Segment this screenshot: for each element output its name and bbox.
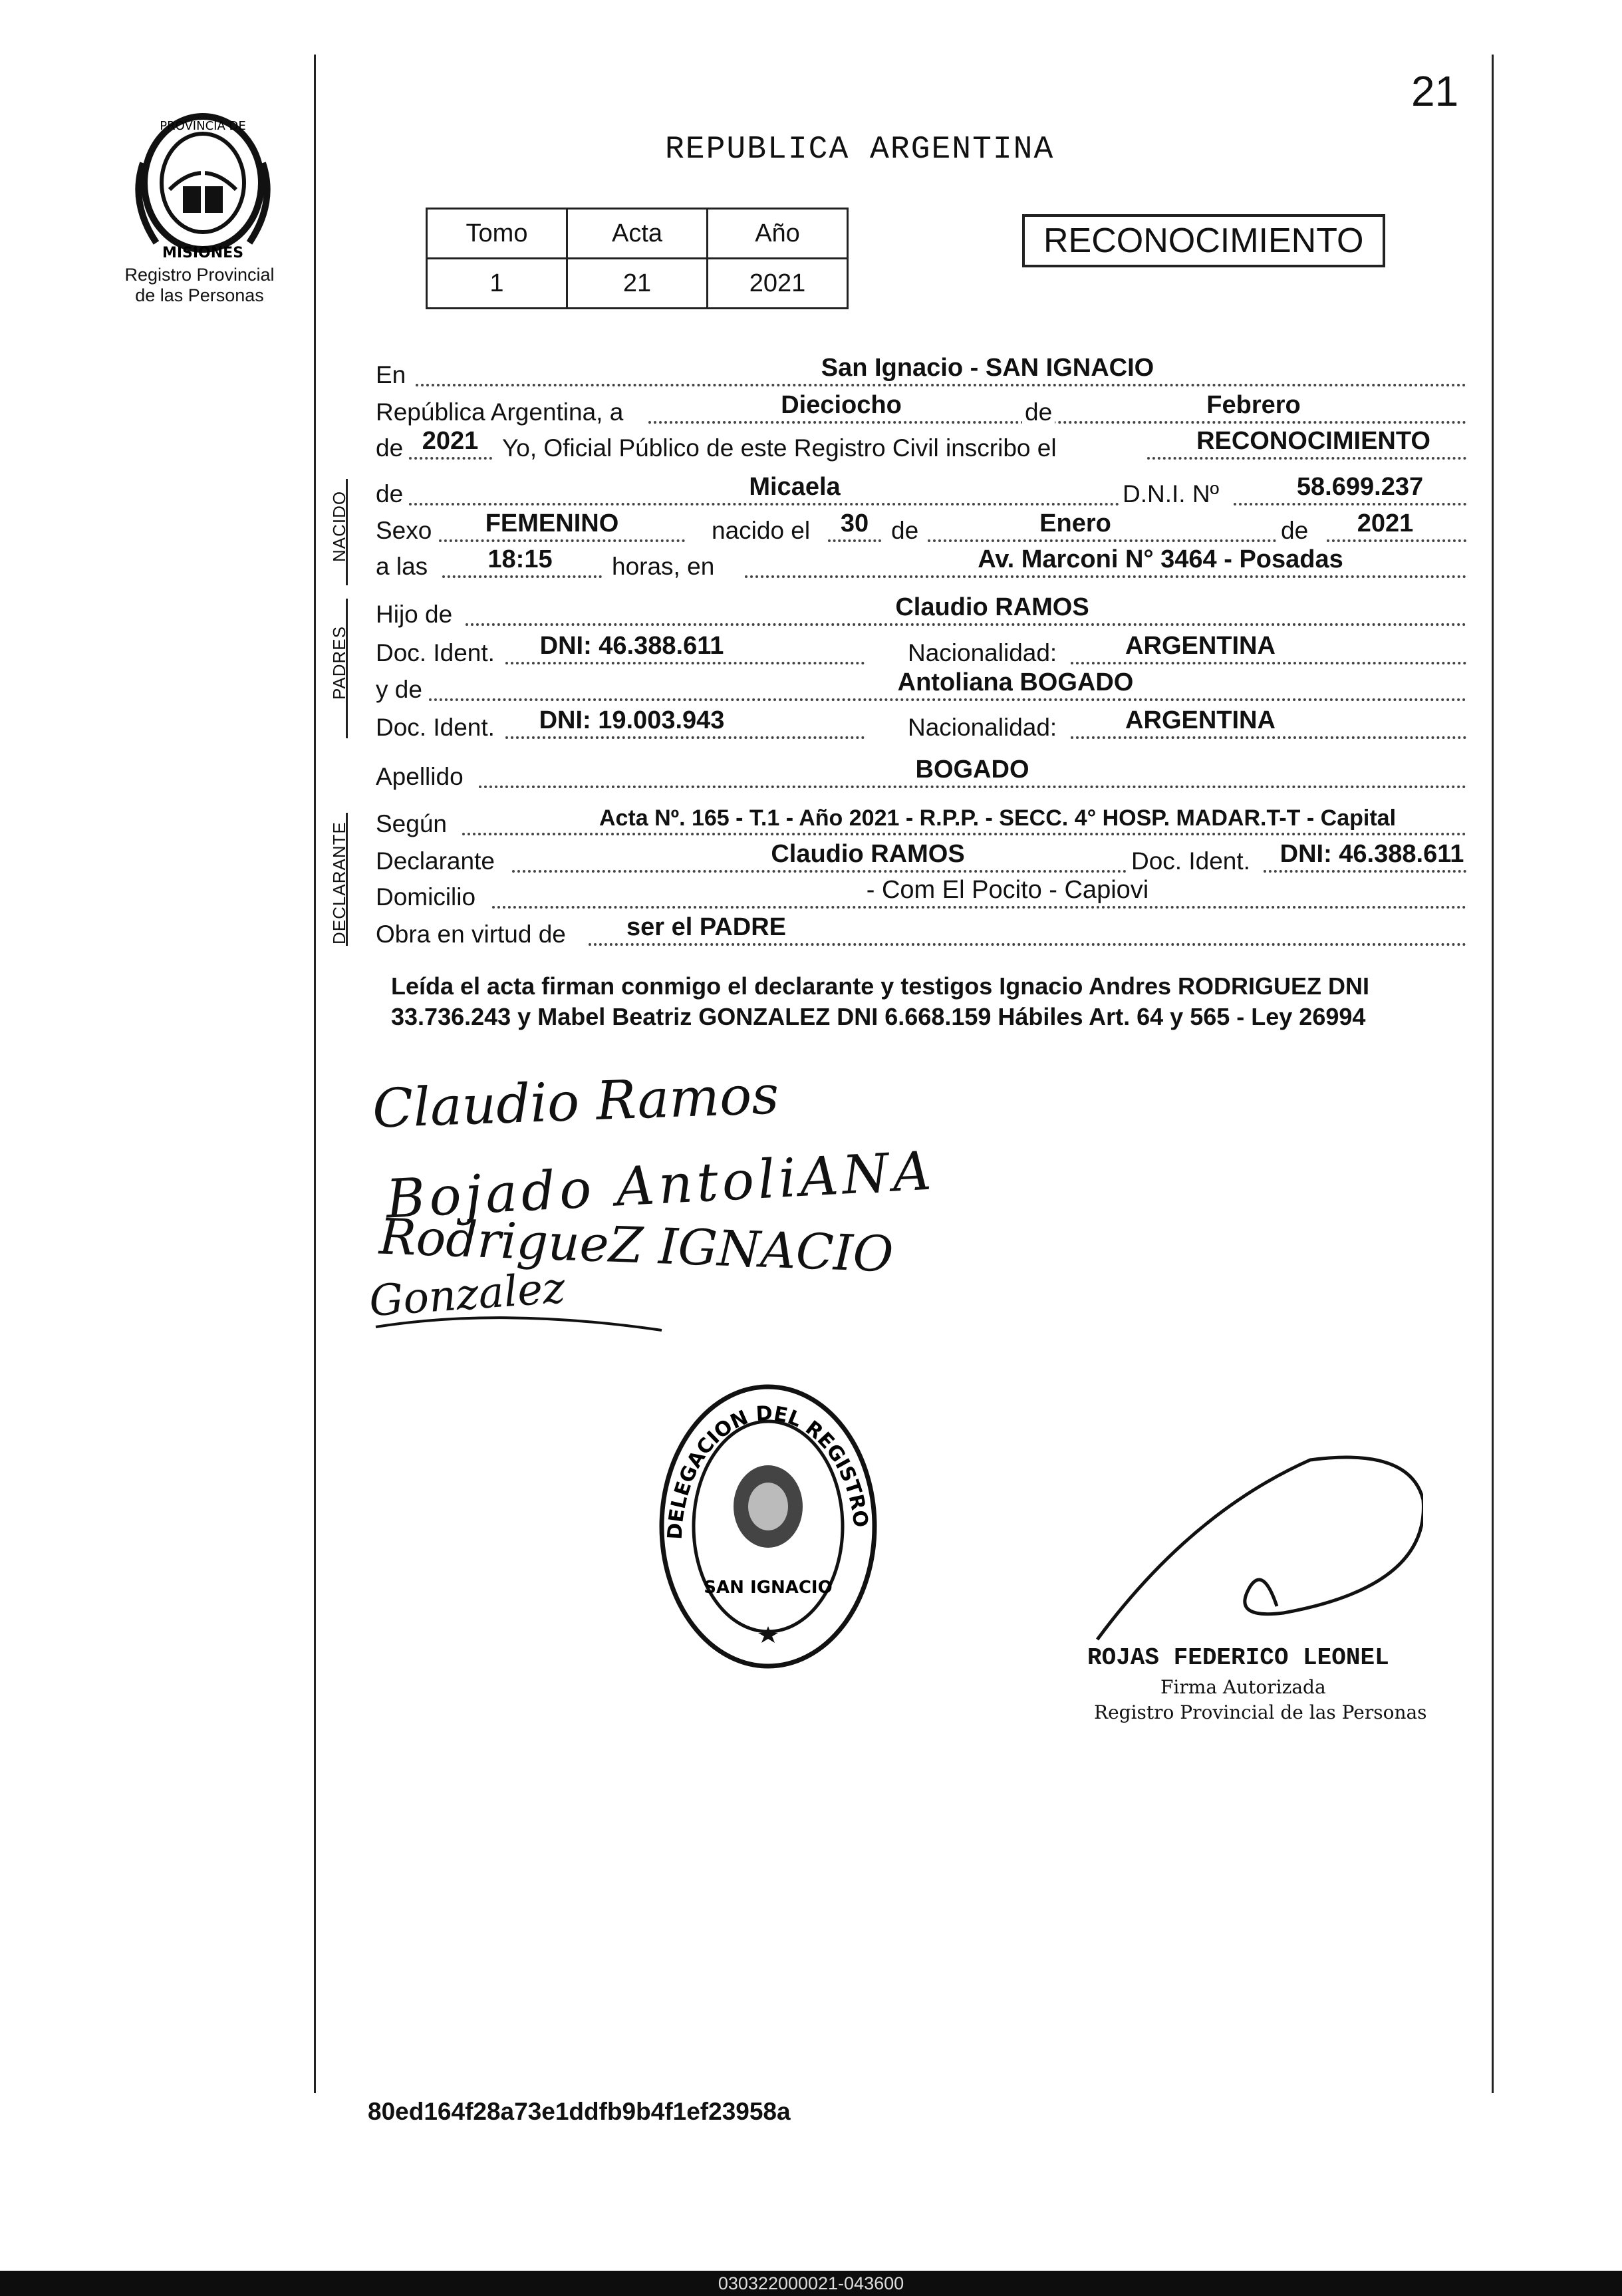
value-sexo: FEMENINO [485,509,619,537]
row-obra [376,914,1466,951]
value-nombre: Micaela [749,473,841,501]
label-dni: D.N.I. Nº [1119,480,1223,508]
value-dia: Dieciocho [781,391,902,419]
value-padre-doc: DNI: 46.388.611 [539,632,724,660]
row-lugar [376,355,1466,392]
dotted-line [505,736,865,739]
province-crest-icon [130,110,276,263]
seal-ring-text: DELEGACION DEL REGISTRO [663,1401,873,1540]
row-fecha [376,392,1466,429]
label-alas: a las [376,553,428,580]
dotted-line [928,539,1287,542]
acta-value-anio: 2021 [708,259,848,309]
nacido-section-label: NACIDO [329,490,349,562]
country-title: REPUBLICA ARGENTINA [665,132,1055,168]
label-doc-ident: Doc. Ident. [376,714,495,741]
value-dia-nac: 30 [840,509,869,537]
label-segun: Según [376,810,447,837]
row-inscripcion [376,428,1466,465]
label-de: de [891,517,919,544]
dotted-line [1234,503,1466,505]
label-inscribo: Yo, Oficial Público de este Registro Civil inscribo el [502,434,1057,462]
value-tipo: RECONOCIMIENTO [1196,427,1430,455]
value-domicilio: - Com El Pocito - Capiovi [866,876,1149,904]
dotted-line [648,421,1466,424]
value-mes: Febrero [1206,391,1301,419]
value-anio-nac: 2021 [1357,509,1414,537]
label-doc-ident: Doc. Ident. [376,639,495,666]
row-padre-doc [376,633,1466,670]
row-declarante [376,841,1466,878]
dotted-line [429,698,1466,701]
label-domicilio: Domicilio [376,883,476,911]
label-nacionalidad: Nacionalidad: [908,714,1057,741]
row-nacimiento [376,510,1466,547]
row-madre-doc [376,707,1466,744]
row-segun [376,803,1466,841]
label-en: En [376,361,406,388]
row-padre [376,594,1466,631]
signature-testigo-2: Gonzalez [367,1263,567,1327]
value-hora: 18:15 [487,545,553,573]
logo-caption-line-1: Registro Provincial [124,265,275,285]
signature-declarante: Claudio Ramos [371,1064,780,1140]
footer-bar: 030322000021-043600 [0,2271,1622,2296]
province-logo [130,110,276,263]
value-padre: Claudio RAMOS [895,593,1089,621]
dotted-line [409,503,1141,505]
acta-header-acta: Acta [567,209,708,259]
value-mes-nac: Enero [1039,509,1111,537]
official-name: ROJAS FEDERICO LEONEL [1087,1644,1389,1671]
value-apellido: BOGADO [915,756,1029,784]
crest-top-text: PROVINCIA DE [160,119,246,133]
dotted-line [416,384,1466,386]
signature-underline [369,1307,675,1347]
value-declarante: Claudio RAMOS [771,840,965,868]
signature-testigo-1: RodrigueZ IGNACIO [378,1208,894,1284]
row-apellido [376,756,1466,793]
official-signature [1091,1453,1423,1653]
acta-table [426,208,849,309]
label-de: de [376,480,404,507]
document-type-box: RECONOCIMIENTO [1022,214,1385,267]
acta-value-tomo: 1 [427,259,567,309]
padres-section-label: PADRES [329,626,349,700]
value-madre: Antoliana BOGADO [897,668,1134,696]
label-de: de [1022,398,1055,426]
value-lugar-nac: Av. Marconi N° 3464 - Posadas [978,545,1343,573]
label-horas: horas, en [612,553,715,580]
label-obra: Obra en virtud de [376,921,566,948]
label-doc-ident: Doc. Ident. [1127,847,1254,875]
seal-center-text: SAN IGNACIO [704,1578,833,1598]
dotted-line [462,833,1466,835]
value-dni: 58.699.237 [1296,473,1424,501]
dotted-line [466,623,1466,626]
page-number: 21 [1411,67,1459,115]
row-hora [376,546,1466,583]
logo-caption-line-2: de las Personas [135,285,264,305]
dotted-line [1327,539,1466,542]
label-sexo: Sexo [376,517,432,544]
dotted-line [1264,870,1466,873]
value-madre-doc: DNI: 19.003.943 [539,706,725,734]
seal-icon [655,1380,881,1673]
dotted-line [409,457,492,460]
label-nacido: nacido el [712,517,811,544]
label-hijo: Hijo de [376,601,453,628]
document-hash: 80ed164f28a73e1ddfb9b4f1ef23958a [368,2098,791,2125]
value-segun: Acta Nº. 165 - T.1 - Año 2021 - R.P.P. - SECC. 4° HOSP. MADAR.T-T - Capital [599,805,1397,831]
dotted-line [439,539,685,542]
label-declarante: Declarante [376,847,495,875]
dotted-line [492,906,1466,909]
acta-header-tomo: Tomo [427,209,567,259]
crest-bottom-text: MISIONES [162,245,244,261]
value-obra: ser el PADRE [626,913,787,941]
row-nombre [376,474,1466,511]
label-yde: y de [376,676,422,703]
dotted-line [745,575,1466,578]
dotted-line [505,662,865,664]
value-declarante-doc: DNI: 46.388.611 [1280,840,1464,868]
label-de: de [1277,517,1312,545]
label-de: de [376,434,404,462]
label-apellido: Apellido [376,763,464,790]
declarante-section-label: DECLARANTE [329,821,349,944]
dotted-line [442,575,602,578]
official-role: Firma Autorizada [1160,1676,1326,1698]
label-republica: República Argentina, a [376,398,624,426]
value-lugar: San Ignacio - SAN IGNACIO [821,354,1154,382]
row-domicilio [376,877,1466,914]
dotted-line [1071,662,1466,664]
closing-paragraph: Leída el acta firman conmigo el declarante y testigos Ignacio Andres RODRIGUEZ DNI 33.736.243 y Mabel Beatriz GONZALEZ DNI 6.668.159 Hábiles Art. 64 y 565 - Ley 26994 [391,972,1370,1030]
dotted-line [589,943,1466,946]
dotted-line [479,786,1466,788]
right-margin-line [1492,55,1494,2093]
acta-value-acta: 21 [567,259,708,309]
dotted-line [1071,736,1466,739]
signature-madre: Bojado AntoliANA [384,1139,937,1230]
acta-header-anio: Año [708,209,848,259]
logo-caption [120,265,279,306]
acta-table-header [427,209,848,259]
dotted-line [828,539,881,542]
value-anio: 2021 [422,427,479,455]
row-madre [376,669,1466,706]
value-madre-nac: ARGENTINA [1125,706,1276,734]
dotted-line [1147,457,1466,460]
left-margin-line [314,55,316,2093]
label-nacionalidad: Nacionalidad: [908,639,1057,666]
official-org: Registro Provincial de las Personas [1094,1701,1427,1723]
official-seal [655,1380,881,1673]
value-padre-nac: ARGENTINA [1125,632,1276,660]
acta-table-values [427,259,848,309]
